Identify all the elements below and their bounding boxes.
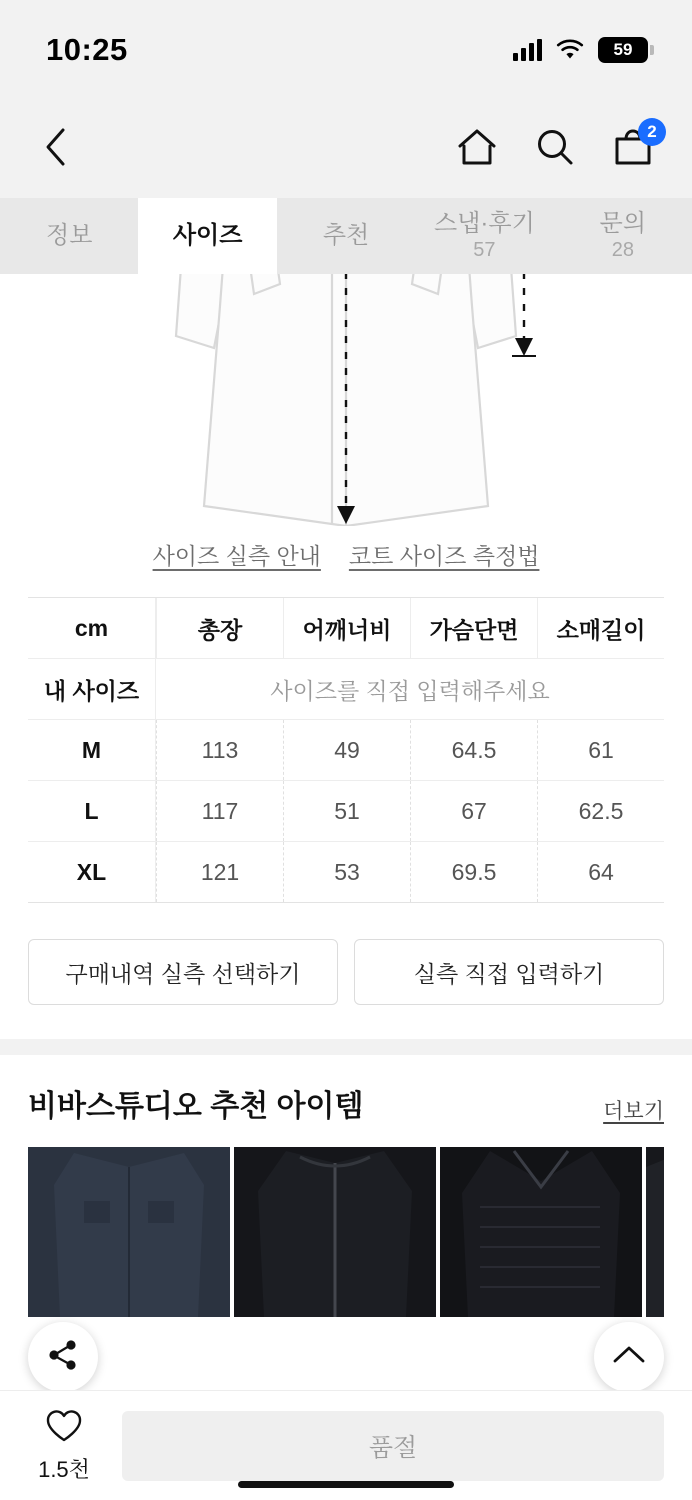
status-time: 10:25 [46,32,128,67]
recommend-item-black-knit-cardigan[interactable] [440,1147,642,1317]
table-header-row [28,598,664,658]
home-icon [455,126,499,173]
size-guide-links [0,526,692,597]
my-size-input[interactable]: 사이즈를 직접 입력해주세요 [270,677,550,704]
value-sleeve: 62.5 [537,781,664,841]
value-chest: 67 [410,781,537,841]
section-divider [0,1039,692,1055]
value-sleeve: 64 [537,842,664,902]
tab-label: 사이즈 [172,222,243,250]
value-shoulder: 53 [283,842,410,902]
value-chest: 69.5 [410,842,537,902]
tab-bar [0,198,692,274]
status-bar [0,0,692,100]
scroll-to-top-button[interactable] [594,1322,664,1392]
heart-icon [44,1408,84,1449]
tab-snap-review[interactable] [415,198,553,274]
size-table [28,597,664,903]
battery-icon [598,37,648,63]
tab-label: 문의 [599,209,647,237]
black-knit-cardigan-image [440,1147,642,1317]
value-shoulder: 49 [283,720,410,780]
table-row [28,780,664,841]
status-indicators [513,37,648,63]
column-header-sleeve: 소매길이 [537,598,664,658]
column-header-total-length: 총장 [156,598,283,658]
navigation-bar [0,100,692,198]
coat-illustration-icon [136,274,556,526]
home-button[interactable] [454,126,500,172]
value-total-length: 113 [156,720,283,780]
tab-info[interactable] [0,198,138,274]
cart-badge: 2 [638,118,666,146]
my-size-label: 내 사이즈 [28,659,156,719]
cellular-signal-icon [513,39,542,61]
recommended-items-section [0,1055,692,1317]
recommend-title: 비바스튜디오 추천 아이템 [28,1090,364,1123]
nav-actions [454,122,657,172]
select-from-purchase-history-button[interactable]: 구매내역 실측 선택하기 [28,939,338,1005]
recommend-item-partial[interactable] [646,1147,664,1317]
tab-label: 스냅·후기 [434,209,535,237]
value-chest: 64.5 [410,720,537,780]
arrow-down-sleeve-length [515,338,533,356]
value-sleeve: 61 [537,720,664,780]
back-button[interactable] [34,127,78,171]
home-indicator [238,1481,454,1488]
tab-recommend[interactable] [277,198,415,274]
tab-inquiry[interactable] [554,198,692,274]
tab-label: 추천 [322,222,370,250]
table-row [28,719,664,780]
partial-item-image [646,1147,664,1317]
black-zip-jacket-image [234,1147,436,1317]
like-button[interactable] [28,1408,100,1484]
coat-measure-method-link[interactable]: 코트 사이즈 측정법 [348,543,540,569]
navy-shirt-jacket-image [28,1147,230,1317]
size-measure-guide-link[interactable]: 사이즈 실측 안내 [152,543,321,569]
recommend-item-black-zip-jacket[interactable] [234,1147,436,1317]
like-count: 1.5천 [38,1456,90,1482]
sold-out-button[interactable]: 품절 [122,1411,664,1481]
my-size-row[interactable] [28,658,664,719]
recommend-item-navy-shirt-jacket[interactable] [28,1147,230,1317]
recommend-more-link[interactable]: 더보기 [603,1100,664,1123]
tab-label: 정보 [46,222,93,250]
recommend-item-list[interactable] [28,1147,664,1317]
cart-button[interactable] [610,122,657,172]
tab-count: 28 [611,239,634,262]
size-label: M [28,720,156,780]
column-header-chest: 가슴단면 [410,598,537,658]
share-button[interactable] [28,1322,98,1392]
share-icon [46,1338,80,1377]
search-icon [534,126,576,173]
value-shoulder: 51 [283,781,410,841]
chevron-up-icon [612,1343,646,1372]
manual-measurement-input-button[interactable]: 실측 직접 입력하기 [354,939,664,1005]
battery-level: 59 [613,40,633,59]
size-label: XL [28,842,156,902]
wifi-icon [556,39,584,61]
tab-count: 57 [473,239,496,262]
column-header-unit: cm [28,598,156,658]
tab-size[interactable] [138,198,276,274]
chevron-left-icon [44,127,68,172]
value-total-length: 117 [156,781,283,841]
column-header-shoulder: 어깨너비 [283,598,410,658]
search-button[interactable] [532,126,578,172]
table-row [28,841,664,902]
recommend-header [28,1081,664,1147]
value-total-length: 121 [156,842,283,902]
measurement-actions [0,903,692,1039]
size-label: L [28,781,156,841]
coat-diagram [0,274,692,526]
size-tab-content [0,274,692,1500]
